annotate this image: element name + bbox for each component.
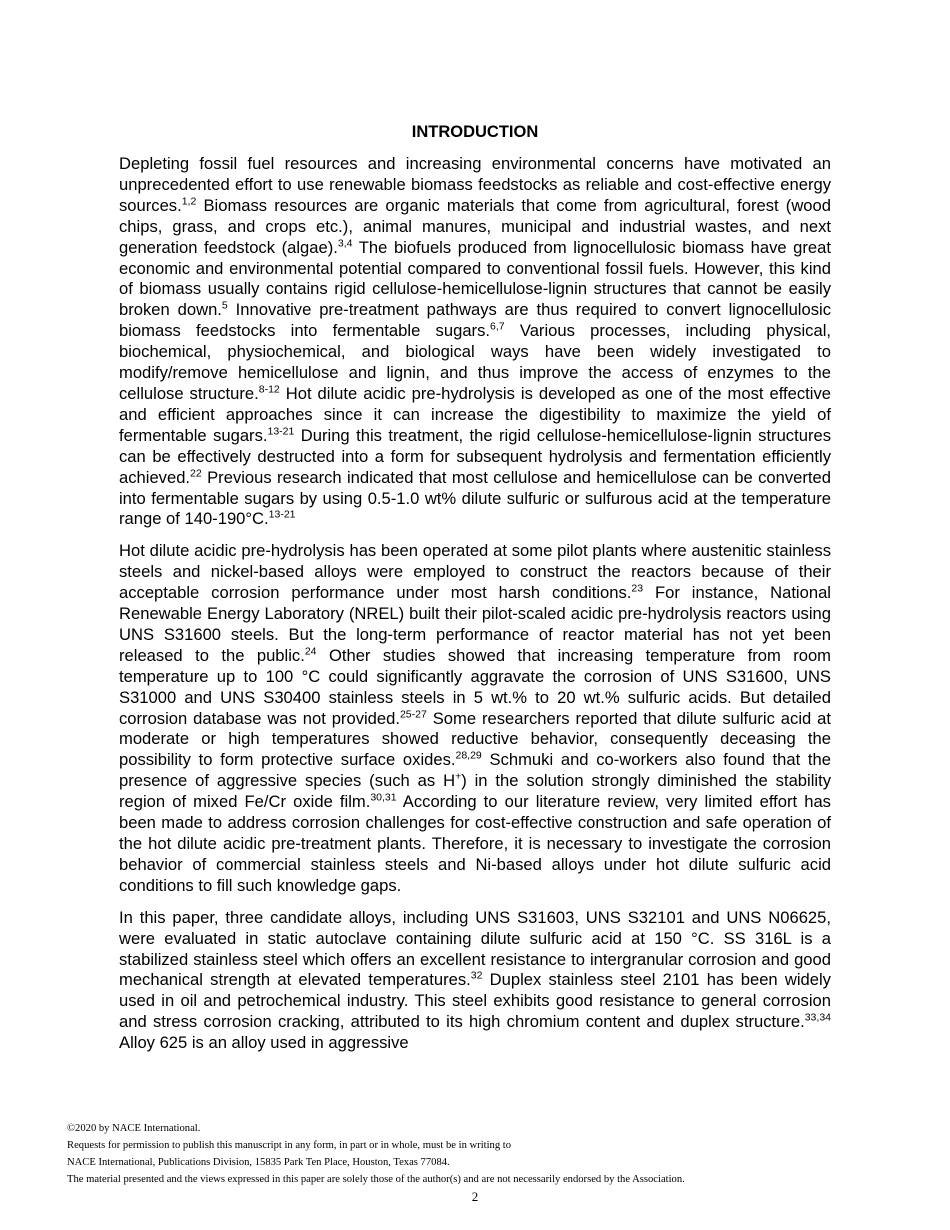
citation-superscript: 28,29 bbox=[455, 750, 482, 763]
body-text bbox=[119, 154, 831, 1065]
citation-superscript: + bbox=[455, 770, 462, 783]
citation-superscript: 6,7 bbox=[489, 320, 505, 333]
citation-superscript: 24 bbox=[304, 645, 317, 658]
text-run: Hot dilute acidic pre-hydrolysis has been operated at some pilot plants where austenitic stainless steels and nickel-based alloys were employed to construct the reactors because of their acceptable corrosion performance under most harsh conditions. bbox=[119, 541, 831, 603]
citation-superscript: 13-21 bbox=[268, 509, 296, 522]
text-run: For instance, National Renewable Energy Laboratory (NREL) built their pilot-scaled acidic pre-hydrolysis reactors using UNS S31600 steels. But the long-term performance of reactor material has not yet been released to the public. bbox=[119, 583, 831, 665]
text-run: Various processes, including physical, biochemical, physiochemical, and biological ways have been widely investigated to modify/remove hemicellulose and lignin, and thus improve the access of enzymes to the cellulose structure. bbox=[119, 321, 831, 403]
citation-superscript: 5 bbox=[221, 300, 228, 313]
footer-permission-address: NACE International, Publications Division, 15835 Park Ten Place, Houston, Texas 77084. bbox=[67, 1157, 450, 1168]
text-run: Innovative pre-treatment pathways are thus required to convert lignocellulosic biomass feedstocks into fermentable sugars. bbox=[119, 300, 831, 341]
text-run: Other studies showed that increasing temperature from room temperature up to 100 °C could significantly aggravate the corrosion of UNS S31600, UNS S31000 and UNS S30400 stainless steels in 5 wt.% to 20 wt.% sulfuric acids. But detailed corrosion database was not provided. bbox=[119, 645, 832, 728]
citation-superscript: 3,4 bbox=[337, 237, 353, 250]
citation-superscript: 32 bbox=[470, 970, 483, 983]
citation-superscript: 25-27 bbox=[399, 708, 427, 721]
text-run: The biofuels produced from lignocellulosic biomass have great economic and environmental potential compared to conventional fossil fuels. However, this kind of biomass usually contains rigid cellulose-hemicellulose-lignin structures that cannot be easily broken down. bbox=[119, 237, 832, 320]
text-run: Duplex stainless steel 2101 has been widely used in oil and petrochemical industry. This steel exhibits good resistance to general corrosion and stress corrosion cracking, attributed to its high chromium content and duplex structure. bbox=[119, 970, 831, 1032]
citation-superscript: 8-12 bbox=[258, 383, 280, 396]
text-run: Schmuki and co-workers also found that the presence of aggressive species (such as H bbox=[119, 750, 831, 791]
citation-superscript: 30,31 bbox=[370, 791, 397, 804]
text-run: Depleting fossil fuel resources and increasing environmental concerns have motivated an unprecedented effort to use renewable biomass feedstocks as reliable and cost-effective energy sources. bbox=[119, 154, 831, 215]
text-run: In this paper, three candidate alloys, including UNS S31603, UNS S32101 and UNS N06625, were evaluated in static autoclave containing dilute sulfuric acid at 150 °C. SS 316L is a stabilized stainless steel which offers an excellent resistance to intergranular corrosion and good mechanical strength at elevated temperatures. bbox=[119, 907, 831, 990]
text-run: Biomass resources are organic materials that come from agricultural, forest (wood chips, grass, and crops etc.), animal manures, municipal and industrial wastes, and next generation feedstock (algae). bbox=[119, 195, 831, 257]
text-run: ) in the solution strongly diminished the stability region of mixed Fe/Cr oxide film. bbox=[119, 771, 831, 812]
footer-permission-line: Requests for permission to publish this manuscript in any form, in part or in whole, must be in writing to bbox=[67, 1140, 512, 1151]
paragraph bbox=[119, 154, 831, 530]
page-number: 2 bbox=[471, 1189, 479, 1204]
citation-superscript: 22 bbox=[190, 467, 202, 480]
citation-superscript: 13-21 bbox=[267, 425, 295, 438]
text-run: Some researchers reported that dilute sulfuric acid at moderate or high temperatures showed reductive behavior, consequently deceasing the possibility to form protective surface oxides. bbox=[119, 708, 831, 770]
paragraph bbox=[119, 908, 831, 1054]
paragraph bbox=[119, 541, 831, 896]
text-run: Alloy 625 is an alloy used in aggressive bbox=[119, 1033, 409, 1053]
citation-superscript: 23 bbox=[631, 582, 644, 595]
citation-superscript: 33,34 bbox=[804, 1011, 831, 1024]
citation-superscript: 1,2 bbox=[181, 195, 197, 208]
section-heading-introduction: INTRODUCTION bbox=[411, 123, 539, 141]
text-run: During this treatment, the rigid cellulose-hemicellulose-lignin structures can be effectively destructed into a form for subsequent hydrolysis and fermentation efficiently achieved. bbox=[119, 425, 831, 487]
page-footer bbox=[67, 1120, 887, 1188]
text-run: According to our literature review, very limited effort has been made to address corrosion challenges for cost-effective construction and safe operation of the hot dilute acidic pre-treatment plants. Therefore, it is necessary to investigate the corrosion behavior of commercial stainless steels and Ni-based alloys under hot dilute sulfuric acid conditions to fill such knowledge gaps. bbox=[119, 792, 831, 895]
footer-disclaimer: The material presented and the views expressed in this paper are solely those of the author(s) and are not necessarily endorsed by the Association. bbox=[67, 1174, 685, 1185]
text-run: Previous research indicated that most cellulose and hemicellulose can be converted into fermentable sugars by using 0.5-1.0 wt% dilute sulfuric or sulfurous acid at the temperature range of 140-190°C. bbox=[119, 467, 831, 529]
footer-copyright: ©2020 by NACE International. bbox=[67, 1123, 201, 1134]
text-run: Hot dilute acidic pre-hydrolysis is developed as one of the most effective and efficient approaches since it can increase the digestibility to maximize the yield of fermentable sugars. bbox=[119, 383, 831, 445]
